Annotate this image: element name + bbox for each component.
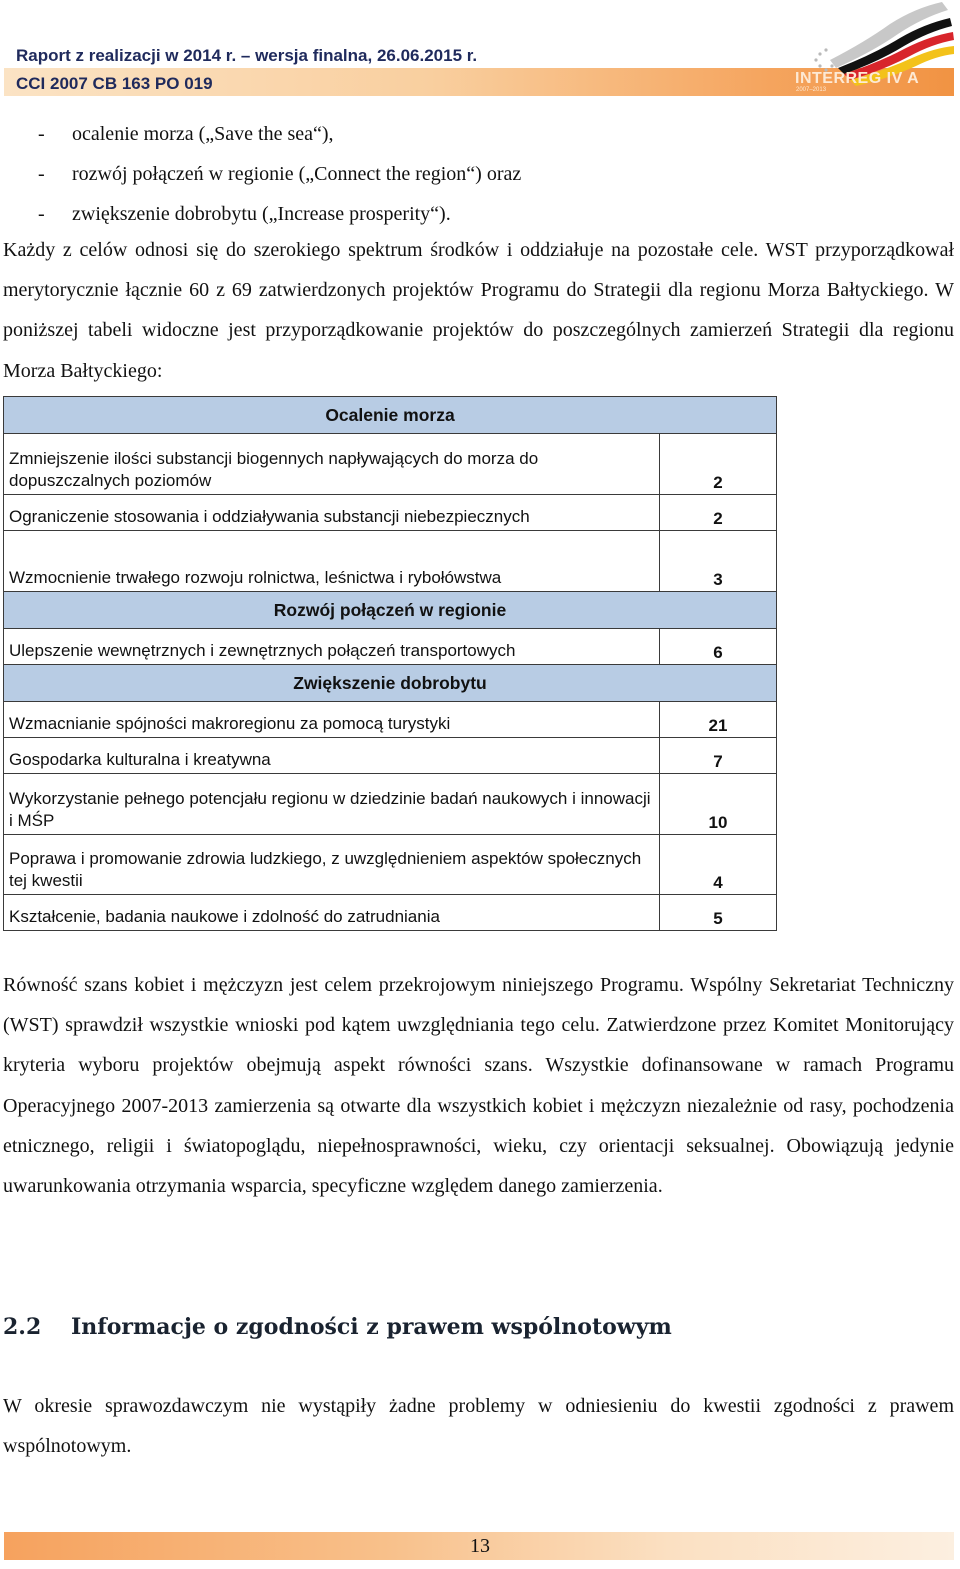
logo-text: INTERREG IV A: [795, 70, 920, 87]
logo-years: 2007–2013: [796, 87, 827, 93]
table-row: Poprawa i promowanie zdrowia ludzkiego, z uwzględnieniem aspektów społecznych tej kwestii 4: [4, 835, 957, 895]
table-row: Ograniczenie stosowania i oddziaływania substancji niebezpiecznych 2: [4, 495, 957, 531]
equality-paragraph: Równość szans kobiet i mężczyzn jest celem przekrojowym niniejszego Programu. Wspólny Sekretariat Techniczny (WST) sprawdził wszystkie wnioski pod kątem uwzględniania tego celu. Zatwierdzone przez Komitet Monitorujący kryteria wyboru projektów obejmują aspekt równości szans. Wszystkie dofinansowane w ramach Programu Operacyjnego 2007-2013 zamierzenia są otwarte dla wszystkich kobiet i mężczyzn niezależnie od rasy, pochodzenia etnicznego, religii i światopoglądu, niepełnosprawności, wieku, czy orientacji seksualnej. Obowiązują jedynie uwarunkowania otrzymania wsparcia, specyficzne względem danego zamierzenia.: [3, 974, 954, 1198]
section-header: Zwiększenie dobrobytu: [4, 665, 777, 702]
list-item: - ocalenie morza („Save the sea“),: [38, 123, 334, 145]
projects-table: [3, 396, 957, 931]
table-row: Wykorzystanie pełnego potencjału regionu w dziedzinie badań naukowych i innowacji i MŚP 10: [4, 774, 957, 835]
section-heading: [3, 1314, 672, 1340]
table-row: Ulepszenie wewnętrznych i zewnętrznych połączeń transportowych 6: [4, 629, 957, 665]
intro-paragraph: Każdy z celów odnosi się do szerokiego spektrum środków i oddziałuje na pozostałe cele. WST przyporządkował merytorycznie łącznie 60 z 69 zatwierdzonych projektów Programu do Strategii dla regionu Morza Bałtyckiego. W poniższej tabeli widoczne jest przyporządkowanie projektów do poszczególnych zamierzeń Strategii dla regionu Morza Bałtyckiego:: [3, 239, 954, 382]
list-item: - rozwój połączeń w regionie („Connect the region“) oraz: [38, 163, 522, 185]
table-row: Gospodarka kulturalna i kreatywna 7: [4, 738, 957, 774]
programme-code: CCI 2007 CB 163 PO 019: [16, 74, 213, 93]
report-title: Raport z realizacji w 2014 r. – wersja finalna, 26.06.2015 r.: [16, 46, 478, 65]
list-item: - zwiększenie dobrobytu („Increase prosperity“).: [38, 203, 451, 225]
section-header: Rozwój połączeń w regionie: [4, 592, 777, 629]
table-row: Kształcenie, badania naukowe i zdolność do zatrudniania 5: [4, 895, 957, 931]
table-row: Wzmocnienie trwałego rozwoju rolnictwa, leśnictwa i rybołówstwa 3: [4, 531, 957, 592]
section-header: Ocalenie morza: [4, 397, 777, 434]
section-number: 2.2: [3, 1314, 42, 1340]
page-number: 13: [470, 1535, 490, 1557]
table-row: Wzmacnianie spójności makroregionu za pomocą turystyki 21: [4, 702, 957, 738]
table-row: Zmniejszenie ilości substancji biogennych napływających do morza do dopuszczalnych poziomów 2: [4, 434, 957, 495]
goals-list: [38, 114, 521, 234]
section-title: Informacje o zgodności z prawem wspólnotowym: [71, 1314, 672, 1340]
compliance-paragraph: W okresie sprawozdawczym nie wystąpiły żadne problemy w odniesieniu do kwestii zgodności z prawem wspólnotowym.: [3, 1395, 954, 1458]
